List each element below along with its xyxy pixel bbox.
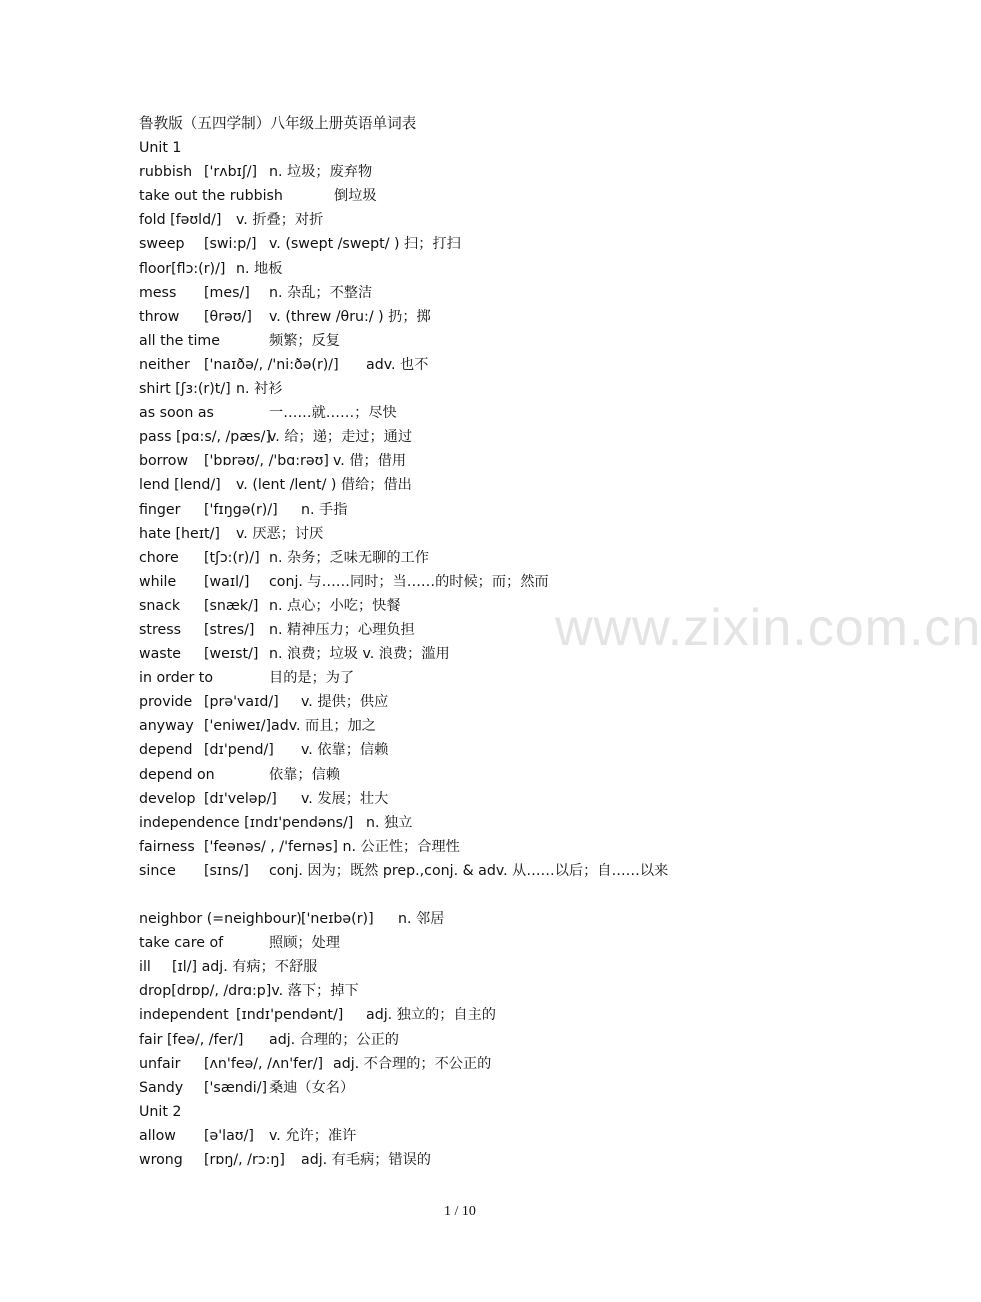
word-line: lend [lend/] v. (lent /lent/ ) 借给；借出 bbox=[139, 477, 412, 494]
word-line: take out the rubbish 倒垃圾 bbox=[139, 188, 377, 205]
page-number: 1 / 10 bbox=[444, 1204, 476, 1219]
word-line: while [waɪl/] conj. 与……同时；当……的时候；而；然而 bbox=[139, 573, 549, 590]
word-line: chore [tʃɔ:(r)/] n. 杂务；乏味无聊的工作 bbox=[139, 549, 429, 566]
word-line: fairness ['feənəs/ , /'fernəs] n. 公正性；合理性 bbox=[139, 838, 460, 855]
word-line: drop[drɒp/, /drɑ:p]v. 落下；掉下 bbox=[139, 983, 359, 1000]
vocabulary-list bbox=[139, 112, 859, 1172]
word-line: develop [dɪ'veləp/] v. 发展；壮大 bbox=[139, 790, 389, 807]
word-line: anyway ['eniweɪ/]adv. 而且；加之 bbox=[139, 718, 376, 735]
word-line: provide [prə'vaɪd/] v. 提供；供应 bbox=[139, 694, 389, 711]
unit-heading: Unit 2 bbox=[139, 1103, 182, 1120]
word-line: pass [pɑ:s/, /pæs/]v. 给；递；走过；通过 bbox=[139, 429, 413, 446]
word-line: take care of 照顾；处理 bbox=[139, 935, 340, 952]
word-line: depend [dɪ'pend/] v. 依靠；信赖 bbox=[139, 742, 389, 759]
word-line: shirt [ʃɜ:(r)t/] n. 衬衫 bbox=[139, 381, 283, 398]
word-line: mess [mes/] n. 杂乱；不整洁 bbox=[139, 284, 373, 301]
word-line: throw [θrəʊ/] v. (threw /θru:/ ) 扔；掷 bbox=[139, 308, 431, 325]
word-line: neighbor (=neighbour)['neɪbə(r)] n. 邻居 bbox=[139, 911, 445, 928]
word-line: stress [stres/] n. 精神压力；心理负担 bbox=[139, 621, 415, 638]
word-line: fair [feə/, /fer/] adj. 合理的；公正的 bbox=[139, 1031, 399, 1048]
word-line: neither ['naɪðə/, /'ni:ðə(r)/] adv. 也不 bbox=[139, 356, 429, 373]
word-line: borrow ['bɒrəʊ/, /'bɑ:rəʊ] v. 借；借用 bbox=[139, 453, 407, 470]
word-line: unfair [ʌn'feə/, /ʌn'fer/] adj. 不合理的；不公正的 bbox=[139, 1055, 492, 1072]
word-line: since [sɪns/] conj. 因为；既然 prep.,conj. & adv. 从……以后；自……以来 bbox=[139, 862, 669, 879]
word-line: finger ['fɪŋgə(r)/] n. 手指 bbox=[139, 501, 348, 518]
word-line: ill [ɪl/] adj. 有病；不舒服 bbox=[139, 959, 318, 976]
unit-heading: Unit 1 bbox=[139, 140, 182, 157]
word-line: floor[flɔ:(r)/] n. 地板 bbox=[139, 260, 283, 277]
word-line: as soon as 一……就……；尽快 bbox=[139, 405, 397, 422]
word-line: waste [weɪst/] n. 浪费；垃圾 v. 浪费；滥用 bbox=[139, 646, 450, 663]
word-line: fold [fəʊld/] v. 折叠；对折 bbox=[139, 212, 324, 229]
word-line: rubbish ['rʌbɪʃ/] n. 垃圾；废弃物 bbox=[139, 164, 373, 181]
word-line: all the time 频繁；反复 bbox=[139, 332, 340, 349]
word-line: snack [snæk/] n. 点心；小吃；快餐 bbox=[139, 597, 401, 614]
word-line: allow [ə'laʊ/] v. 允许；准许 bbox=[139, 1127, 357, 1144]
page-title: 鲁教版（五四学制）八年级上册英语单词表 bbox=[139, 115, 417, 132]
word-line: in order to 目的是；为了 bbox=[139, 670, 355, 687]
word-line: independent [ɪndɪ'pendənt/] adj. 独立的；自主的 bbox=[139, 1007, 496, 1024]
word-line: Sandy ['sændi/] 桑迪（女名） bbox=[139, 1079, 355, 1096]
blank-line bbox=[139, 883, 859, 907]
word-line: hate [heɪt/] v. 厌恶；讨厌 bbox=[139, 525, 324, 542]
word-line: depend on 依靠；信赖 bbox=[139, 766, 340, 783]
watermark: www.zixin.com.cn bbox=[555, 599, 981, 657]
word-line: wrong [rɒŋ/, /rɔ:ŋ] adj. 有毛病；错误的 bbox=[139, 1152, 431, 1169]
word-line: independence [ɪndɪ'pendəns/] n. 独立 bbox=[139, 814, 413, 831]
word-line: sweep [swi:p/] v. (swept /swept/ ) 扫；打扫 bbox=[139, 236, 461, 253]
